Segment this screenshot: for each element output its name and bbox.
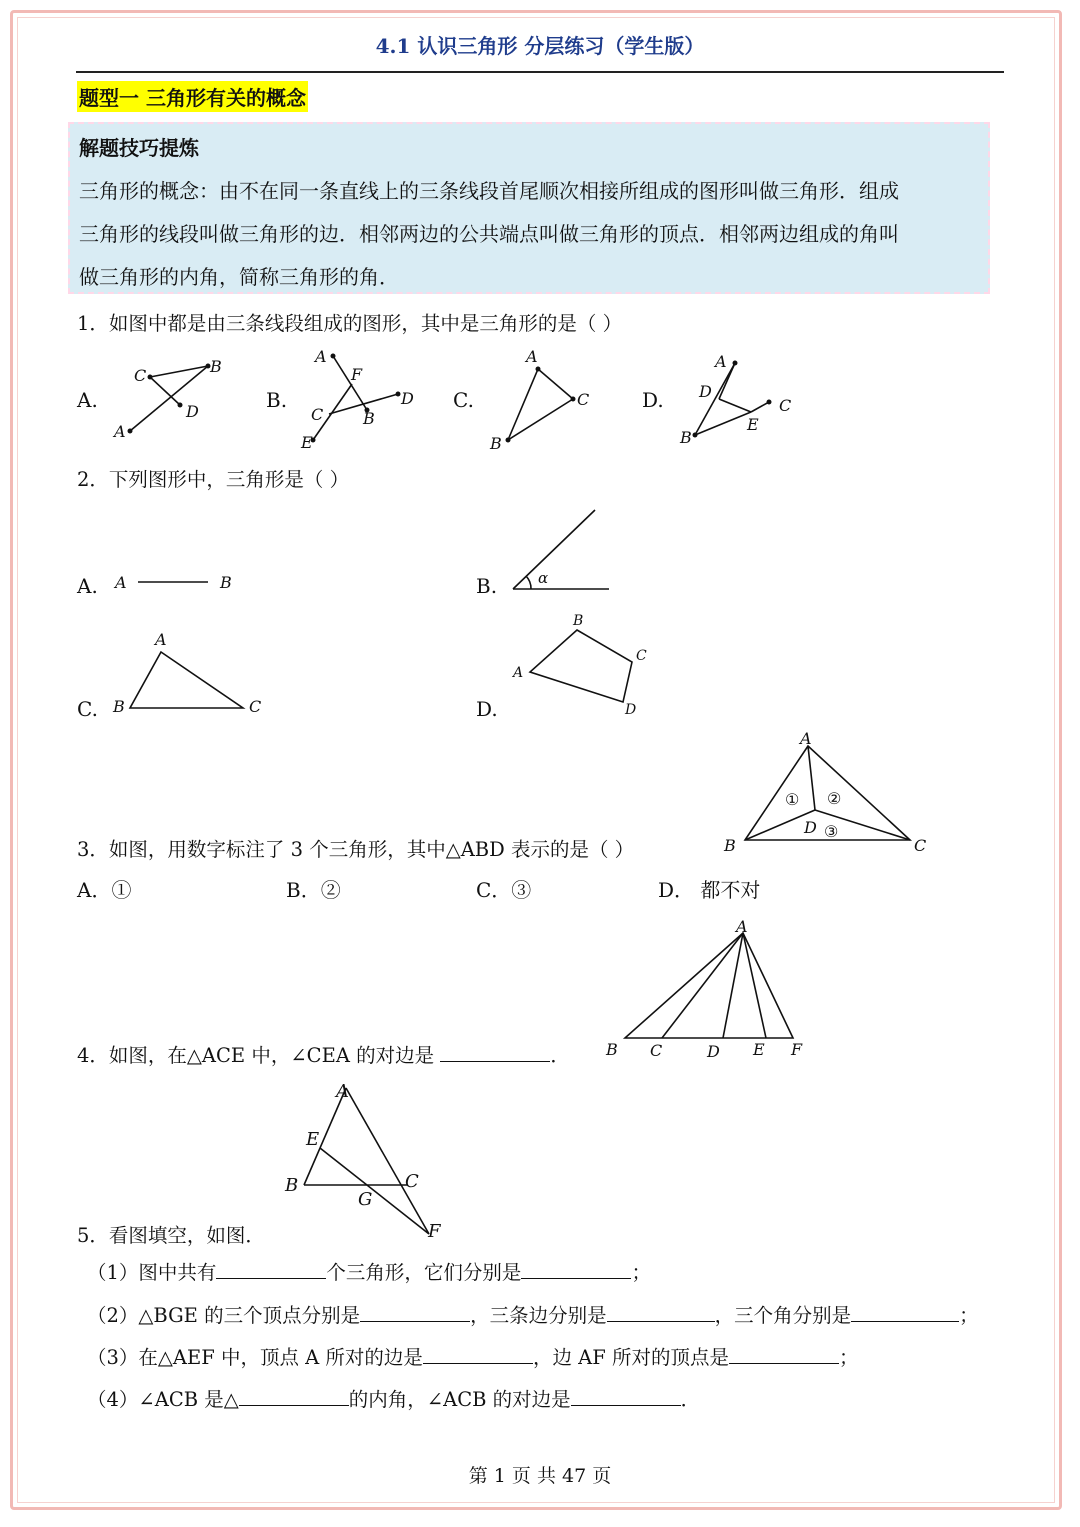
q5-figure (280, 1075, 450, 1245)
q2b-label-alpha: α (538, 569, 549, 587)
q1-option-d: D. (642, 388, 664, 412)
q5-p2-blank-3[interactable] (851, 1303, 959, 1322)
q3-option-c: C．③ (476, 878, 532, 902)
q5-p3-blank-1[interactable] (423, 1345, 533, 1364)
q3-mark-3: ③ (824, 822, 839, 841)
tips-line-3: 做三角形的内角，简称三角形的角． (79, 265, 399, 289)
q2d-label-a: A (513, 665, 524, 681)
q1b-label-f: F (351, 365, 363, 384)
q5-p2-blank-1[interactable] (360, 1303, 470, 1322)
q3-figure (718, 726, 936, 860)
q1-figure-c (485, 342, 605, 454)
q2-option-c: C. (77, 697, 98, 721)
q4-label-c: C (650, 1041, 663, 1060)
q5-p3-blank-2[interactable] (729, 1345, 839, 1364)
q3-label-a: A (800, 729, 812, 748)
q1b-label-d: D (401, 389, 414, 408)
q1d-label-e: E (747, 415, 759, 434)
q1a-label-c: C (134, 366, 147, 385)
q1a-label-b: B (210, 357, 222, 376)
q1-figure-a (110, 355, 230, 445)
q4-stem: 4．如图，在△ACE 中，∠CEA 的对边是 ． (77, 1044, 570, 1067)
q5-label-a: A (336, 1081, 349, 1102)
q5-label-c: C (405, 1171, 419, 1192)
q5-label-e: E (306, 1129, 320, 1150)
q5-p4-blank-2[interactable] (571, 1387, 681, 1406)
q2-figure-c (108, 624, 268, 720)
q1b-label-c: C (311, 405, 324, 424)
tips-line-2: 三角形的线段叫做三角形的边．相邻两边的公共端点叫做三角形的顶点．相邻两边组成的角叫 (79, 222, 899, 246)
q5-part-3: （3）在△AEF 中，顶点 A 所对的边是 ，边 AF 所对的顶点是 ； (87, 1346, 859, 1369)
q1-option-c: C. (453, 388, 474, 412)
q3-mark-1: ① (785, 790, 800, 809)
q2c-label-c: C (249, 697, 262, 716)
q3-label-b: B (724, 836, 736, 855)
q1-figure-d (675, 345, 805, 451)
q4-label-a: A (736, 917, 748, 936)
q2-option-b: B. (476, 574, 498, 598)
q1-figure-b (295, 342, 425, 454)
page-title: 4.1 认识三角形 分层练习（学生版） (375, 34, 705, 58)
section-tag: 题型一 三角形有关的概念 (77, 81, 308, 112)
q5-label-f: F (428, 1221, 441, 1242)
q3-option-b: B．② (286, 878, 341, 902)
q2d-label-c: C (636, 648, 647, 664)
tips-heading: 解题技巧提炼 (79, 136, 199, 160)
q4-answer-blank[interactable] (440, 1043, 550, 1062)
q2a-label-a: A (115, 573, 127, 592)
q2c-label-a: A (155, 630, 167, 649)
q5-stem: 5．看图填空，如图． (77, 1224, 265, 1247)
q1b-label-e: E (301, 433, 313, 452)
q3-label-c: C (914, 836, 927, 855)
page-number: 第 1 页 共 47 页 (468, 1465, 612, 1487)
q4-label-f: F (791, 1040, 803, 1059)
q5-p2-blank-2[interactable] (607, 1303, 715, 1322)
tips-line-1: 三角形的概念：由不在同一条直线上的三条线段首尾顺次相接所组成的图形叫做三角形．组成 (79, 179, 899, 203)
q5-p1-blank-2[interactable] (521, 1260, 631, 1279)
q2-figure-b (505, 500, 625, 600)
q5-label-b: B (285, 1175, 299, 1196)
q2c-label-b: B (113, 697, 125, 716)
q1d-label-a: A (715, 352, 727, 371)
q2-option-a: A. (77, 574, 98, 598)
q1a-label-d: D (186, 402, 199, 421)
q5-part-2: （2）△BGE 的三个顶点分别是 ，三条边分别是 ，三个角分别是 ； (87, 1304, 979, 1327)
q5-p1-blank-1[interactable] (216, 1260, 326, 1279)
q3-option-a: A．① (77, 878, 132, 902)
q3-option-d: D． 都不对 (658, 878, 761, 902)
q2d-label-b: B (573, 613, 584, 629)
q4-label-b: B (606, 1040, 618, 1059)
q1c-label-c: C (577, 390, 590, 409)
q3-label-d: D (804, 818, 817, 837)
q2-stem: 2．下列图形中，三角形是（ ） (77, 468, 350, 491)
q5-label-g: G (358, 1189, 373, 1210)
q2a-label-b: B (220, 573, 232, 592)
q1b-label-a: A (315, 347, 327, 366)
q1d-label-b: B (680, 428, 692, 447)
q1-stem: 1．如图中都是由三条线段组成的图形，其中是三角形的是（ ） (77, 312, 623, 335)
q5-part-4: （4）∠ACB 是△ 的内角，∠ACB 的对边是 ． (87, 1388, 701, 1411)
q1d-label-c: C (779, 396, 792, 415)
q4-label-e: E (753, 1040, 765, 1059)
q4-figure (600, 915, 815, 1065)
q2-figure-a (110, 566, 250, 602)
q1a-label-a: A (114, 422, 126, 441)
q3-stem: 3．如图，用数字标注了 3 个三角形，其中△ABD 表示的是（ ） (77, 838, 635, 861)
q1b-label-b: B (363, 409, 375, 428)
q1-option-a: A. (77, 388, 98, 412)
q3-mark-2: ② (827, 789, 842, 808)
q1c-label-b: B (490, 434, 502, 453)
q1c-label-a: A (526, 347, 538, 366)
q2d-label-d: D (625, 702, 637, 718)
q2-option-d: D. (476, 697, 498, 721)
q4-label-d: D (707, 1042, 720, 1061)
q2-figure-d (505, 608, 665, 720)
q1-option-b: B. (266, 388, 288, 412)
q5-p4-blank-1[interactable] (239, 1387, 349, 1406)
q5-part-1: （1）图中共有 个三角形，它们分别是 ； (87, 1261, 651, 1284)
q1d-label-d: D (699, 382, 712, 401)
title-rule (76, 71, 1004, 73)
